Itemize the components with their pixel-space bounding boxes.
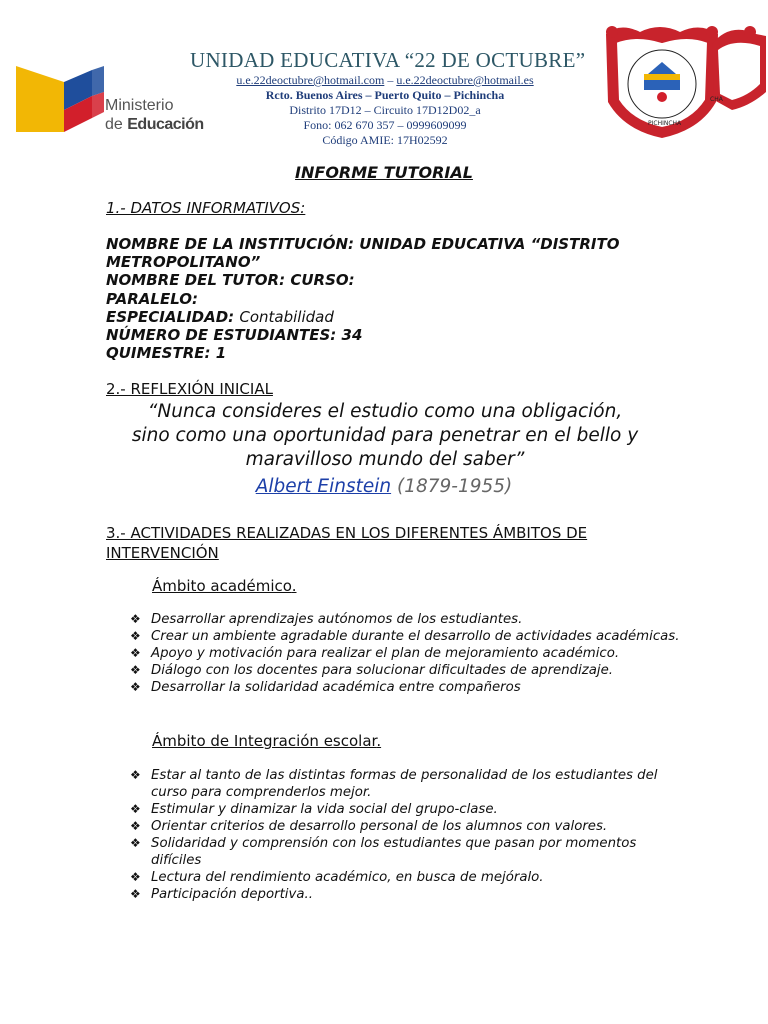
diamond-bullet-icon: ❖ [130,646,141,660]
einstein-quote [80,400,690,472]
school-shield-icon [600,22,768,142]
quote-line-1: “Nunca consideres el estudio como una obligación, [147,401,623,422]
institution-line-2: METROPOLITANO” [106,253,261,272]
list-item [130,767,690,801]
logo-line1: Ministerio [105,97,174,114]
header-emails [200,73,570,87]
quote-line-2: sino como una oportunidad para penetrar en el bello y [131,425,639,446]
header-address: Rcto. Buenos Aires – Puerto Quito – Pichincha [265,88,505,102]
ambito-academico-heading [152,577,297,595]
header-phone: Fono: 062 670 357 – 0999609099 [303,118,467,132]
ministerio-logo-text [105,96,204,134]
list-item-text: Lectura del rendimiento académico, en busca de mejóralo. [151,870,544,885]
crest-text-bottom: PICHINCHA [648,120,682,127]
list-item [130,611,690,628]
list-item-text: Solidaridad y comprensión con los estudiantes que pasan por momentos difíciles [151,836,637,868]
section-2-heading: 2.- REFLEXIÓN INICIAL [106,380,273,398]
list-item-text: Apoyo y motivación para realizar el plan de mejoramiento académico. [151,646,620,661]
quote-line-3: maravilloso mundo del saber” [245,449,525,470]
especialidad-line [106,308,619,326]
crest-text-right: CHA [710,96,723,103]
header-district: Distrito 17D12 – Circuito 17D12D02_a [289,103,481,117]
ambito-integracion-title: Ámbito de Integración escolar [152,732,377,750]
list-item [130,662,690,679]
diamond-bullet-icon: ❖ [130,819,141,833]
school-crest [600,22,768,142]
quimestre-line: QUIMESTRE: 1 [106,344,227,363]
list-item-text: Desarrollar aprendizajes autónomos de los estudiantes. [151,612,523,627]
ambito-integracion-dot: . [376,732,382,750]
list-item [130,869,690,886]
quote-author [0,476,768,497]
list-item [130,628,690,645]
diamond-bullet-icon: ❖ [130,802,141,816]
list-item [130,801,690,818]
ambito-integracion-list [130,767,690,903]
especialidad-value: Contabilidad [239,307,334,326]
especialidad-label: ESPECIALIDAD: [106,307,240,326]
header-amie: Código AMIE: 17H02592 [322,133,448,147]
diamond-bullet-icon: ❖ [130,887,141,901]
section-3-line-2: INTERVENCIÓN [106,544,219,562]
diamond-bullet-icon: ❖ [130,870,141,884]
section-3-line-1: 3.- ACTIVIDADES REALIZADAS EN LOS DIFERENTES ÁMBITOS DE [106,524,588,542]
logo-line2-bold: Educación [127,116,204,133]
list-item [130,886,690,903]
institution-line: NOMBRE DE LA INSTITUCIÓN: UNIDAD EDUCATIVA “DISTRITO [106,235,620,253]
author-link[interactable]: Albert Einstein [255,476,392,497]
list-item [130,679,690,696]
ambito-integracion-heading [152,732,381,750]
email-link-2[interactable]: u.e.22deoctubre@hotmail.es [396,73,534,87]
num-estudiantes-line: NÚMERO DE ESTUDIANTES: 34 [106,326,363,345]
section-3-heading [106,523,587,563]
list-item [130,818,690,835]
diamond-bullet-icon: ❖ [130,768,141,782]
email-separator: – [384,73,397,87]
logo-line2 [105,115,204,134]
list-item-text: Estar al tanto de las distintas formas de personalidad de los estudiantes del curso para comprenderlos mejor. [151,768,658,800]
diamond-bullet-icon: ❖ [130,612,141,626]
list-item-text: Desarrollar la solidaridad académica entre compañeros [151,680,521,695]
logo-line2-prefix: de [105,116,128,133]
author-years: (1879-1955) [391,476,513,497]
ambito-academico-list [130,611,690,696]
list-item-text: Estimular y dinamizar la vida social del grupo-clase. [151,802,498,817]
ambito-academico-title: Ámbito académico [152,577,292,595]
email-link-1[interactable]: u.e.22deoctubre@hotmail.com [236,73,385,87]
list-item-text: Crear un ambiente agradable durante el desarrollo de actividades académicas. [151,629,680,644]
list-item [130,645,690,662]
list-item [130,835,690,869]
diamond-bullet-icon: ❖ [130,663,141,677]
tutor-line: NOMBRE DEL TUTOR: CURSO: [106,271,355,290]
diamond-bullet-icon: ❖ [130,836,141,850]
school-name: UNIDAD EDUCATIVA “22 DE OCTUBRE” [190,48,586,72]
diamond-bullet-icon: ❖ [130,629,141,643]
datos-informativos [106,235,619,362]
list-item-text: Participación deportiva.. [151,887,313,902]
diamond-bullet-icon: ❖ [130,680,141,694]
list-item-text: Orientar criterios de desarrollo personal de los alumnos con valores. [151,819,608,834]
paralelo-line: PARALELO: [106,289,198,308]
document-title: INFORME TUTORIAL [295,163,473,182]
list-item-text: Diálogo con los docentes para solucionar dificultades de aprendizaje. [151,663,614,678]
ambito-academico-dot: . [291,577,297,595]
section-1-heading: 1.- DATOS INFORMATIVOS: [106,199,306,217]
